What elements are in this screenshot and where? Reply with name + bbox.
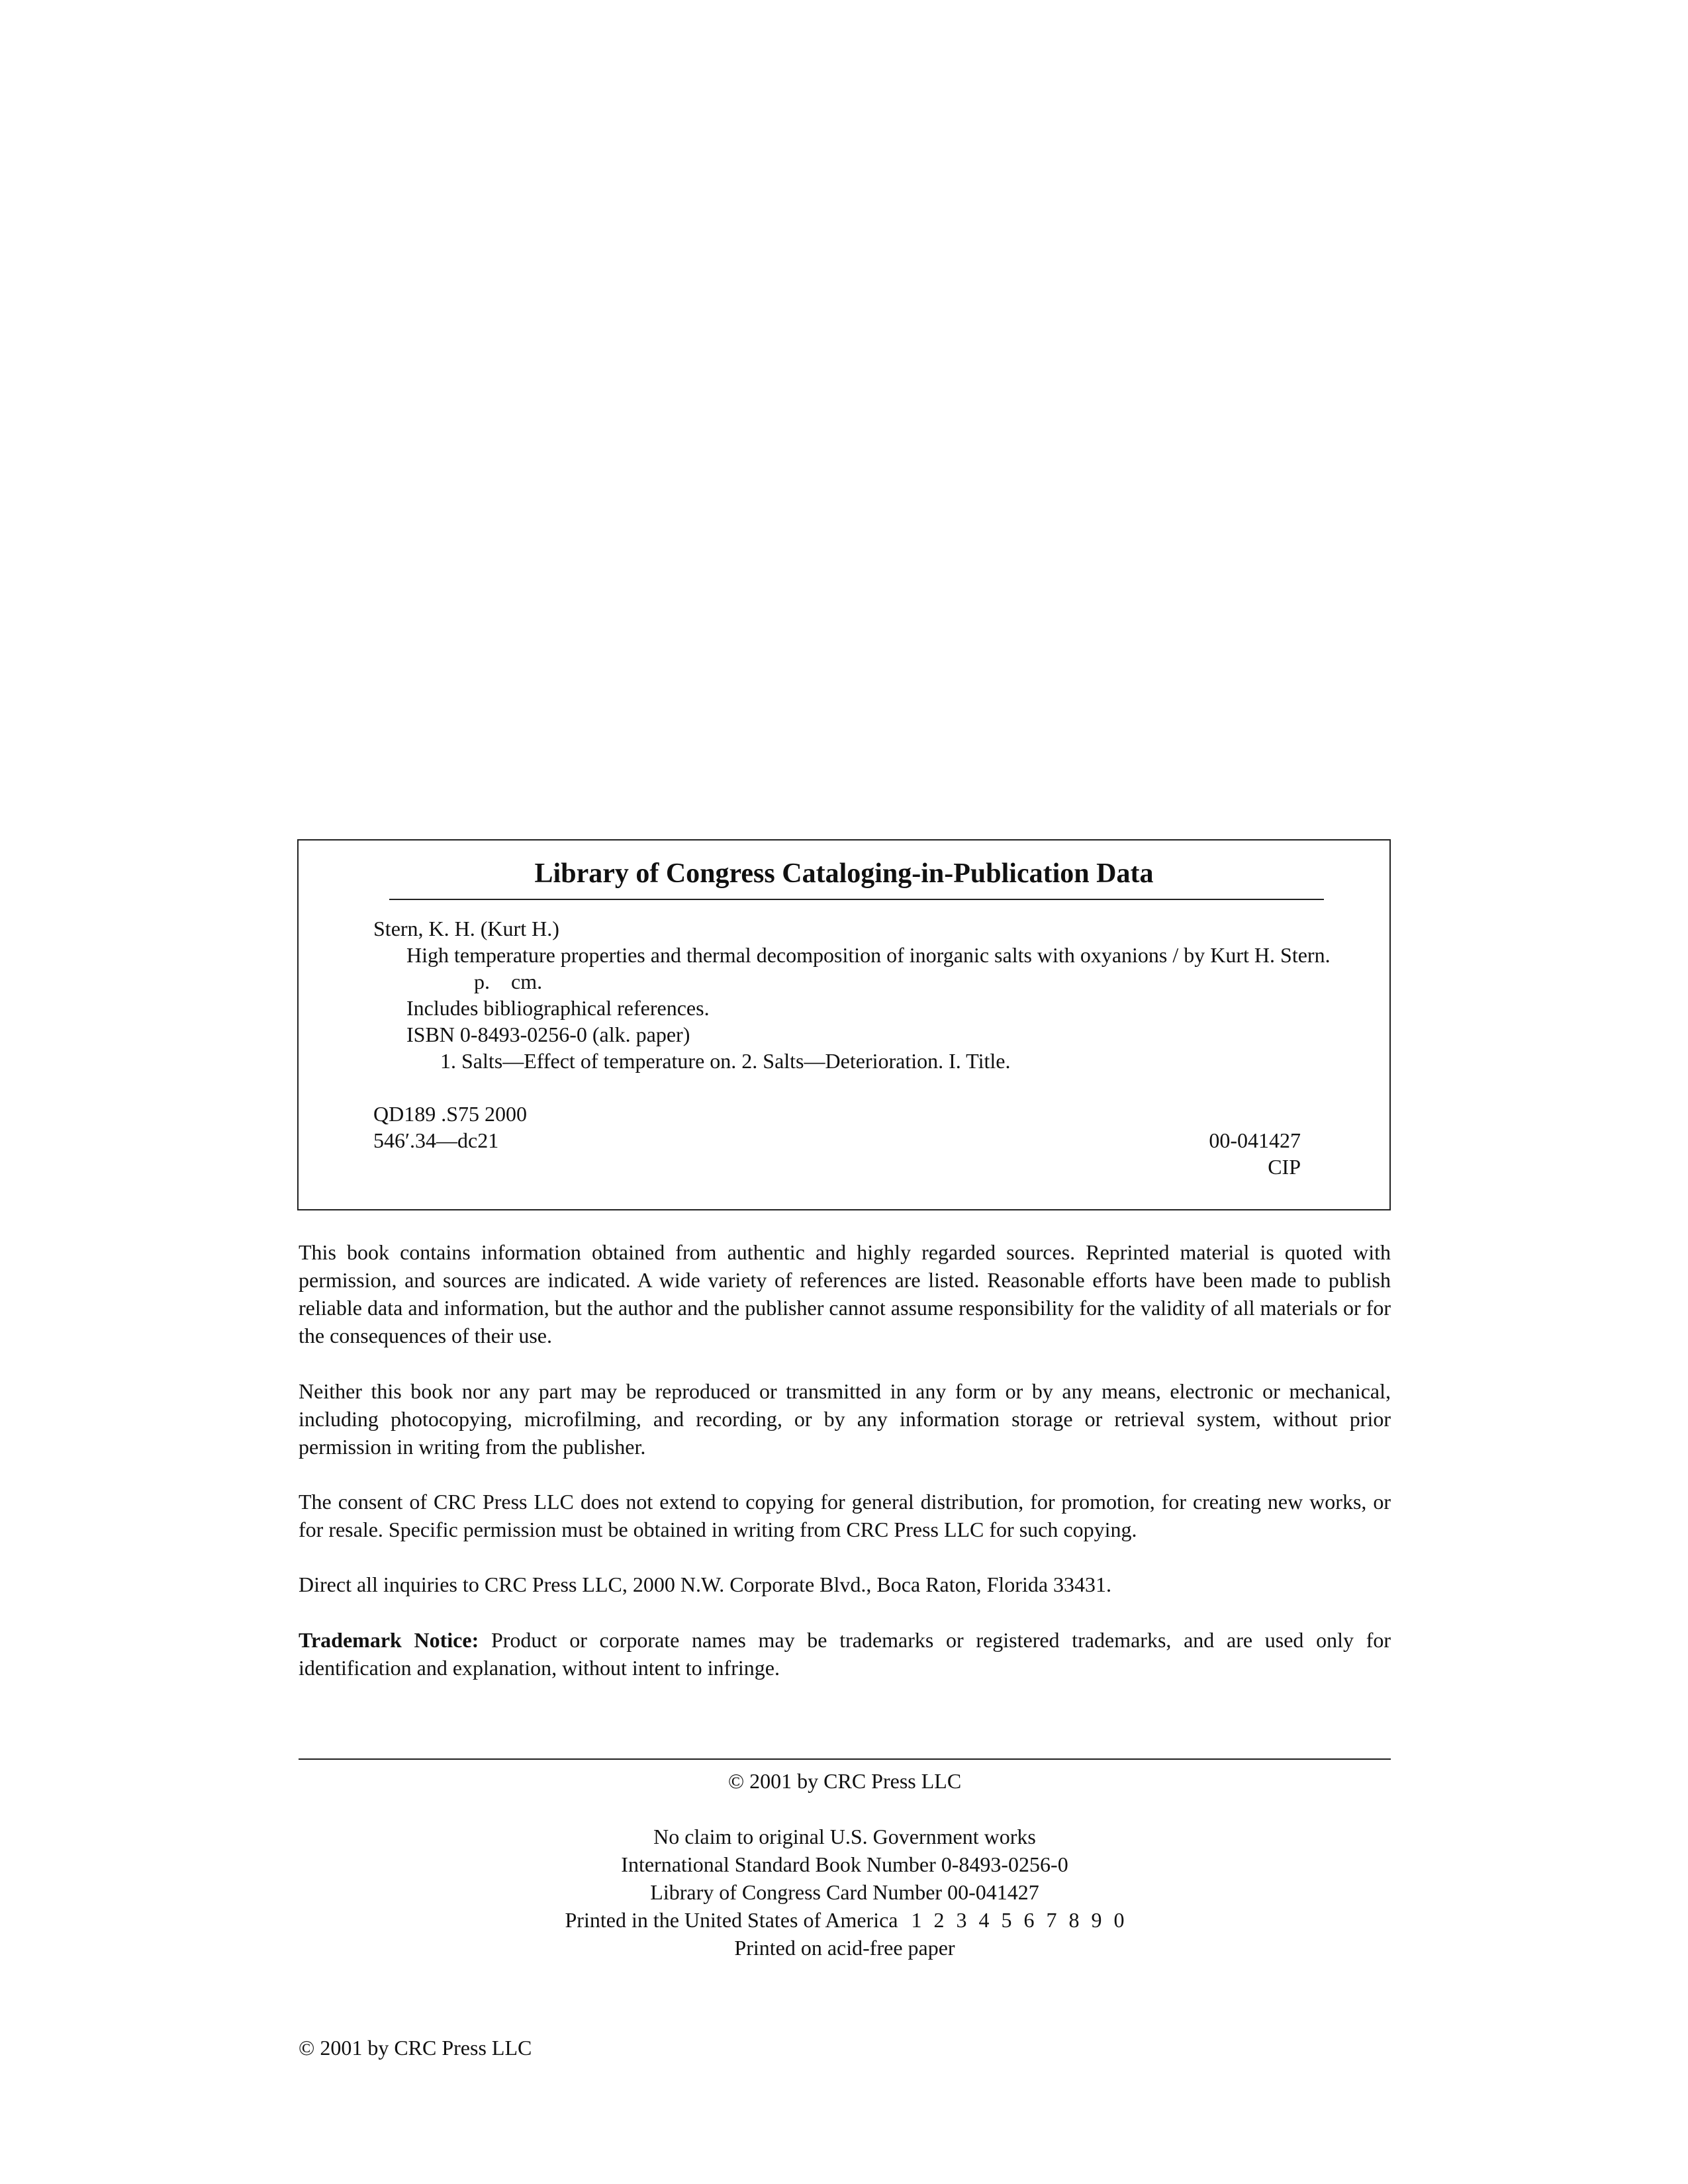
footer-no-claim: No claim to original U.S. Government works [653,1825,1036,1848]
page-footer-copyright: © 2001 by CRC Press LLC [299,2036,532,2060]
cip-bibliography: Includes bibliographical references. [406,996,710,1020]
trademark-label: Trademark Notice: [299,1628,479,1652]
footer-acid-free: Printed on acid-free paper [734,1936,955,1960]
footer-lccn: Library of Congress Card Number 00-041427 [650,1880,1039,1904]
footer-isbn: International Standard Book Number 0-8493-0256-0 [621,1852,1068,1876]
printed-in-text: Printed in the United States of America [565,1908,898,1932]
cip-author: Stern, K. H. (Kurt H.) [373,917,559,940]
cip-isbn: ISBN 0-8493-0256-0 (alk. paper) [406,1023,690,1046]
cip-heading-rule [389,899,1324,900]
footer-copyright: © 2001 by CRC Press LLC [727,1769,962,1793]
trademark-text: Product or corporate names may be trademarks or registered trademarks, and are used only for identification and explanation, without intent to infringe. [299,1628,1391,1680]
paragraph-inquiries: Direct all inquiries to CRC Press LLC, 2000 N.W. Corporate Blvd., Boca Raton, Florida 33431. [299,1572,1112,1596]
paragraph-trademark [299,1626,1391,1682]
paragraph-reproduction: Neither this book nor any part may be reproduced or transmitted in any form or by any means, electronic or mechanical, including photocopying, microfilming, and recording, or by any information storage or retrieval system, without prior permission in writing from the publisher. [299,1379,1391,1459]
paragraph-sources: This book contains information obtained from authentic and highly regarded sources. Reprinted material is quoted with permission, and sources are indicated. A wide variety of references are listed. Reasonable efforts have been made to publish reliable data and information, but the author and the publisher cannot assume responsibility for the validity of all materials or for the consequences of their use. [299,1240,1391,1347]
footer-rule [299,1758,1391,1760]
cip-lc-class: QD189 .S75 2000 [373,1102,528,1126]
footer-printed-in [299,1906,1391,1934]
cip-data-box [297,839,1391,1210]
cip-title: High temperature properties and thermal decomposition of inorganic salts with oxyanions / by Kurt H. Stern. [406,943,1331,967]
printing-numbers: 1 2 3 4 5 6 7 8 9 0 [911,1908,1125,1932]
paragraph-consent: The consent of CRC Press LLC does not extend to copying for general distribution, for promotion, for creating new works, or for resale. Specific permission must be obtained in writing from CRC Press LLC for such copying. [299,1490,1391,1541]
cip-pages: p. cm. [474,970,543,993]
cip-lccn: 00-041427 [1209,1128,1301,1152]
cip-label: CIP [1268,1155,1301,1179]
cip-dewey: 546′.34—dc21 [373,1128,499,1152]
cip-heading: Library of Congress Cataloging-in-Publication Data [534,858,1154,889]
cip-subjects: 1. Salts—Effect of temperature on. 2. Salts—Deterioration. I. Title. [440,1049,1011,1073]
